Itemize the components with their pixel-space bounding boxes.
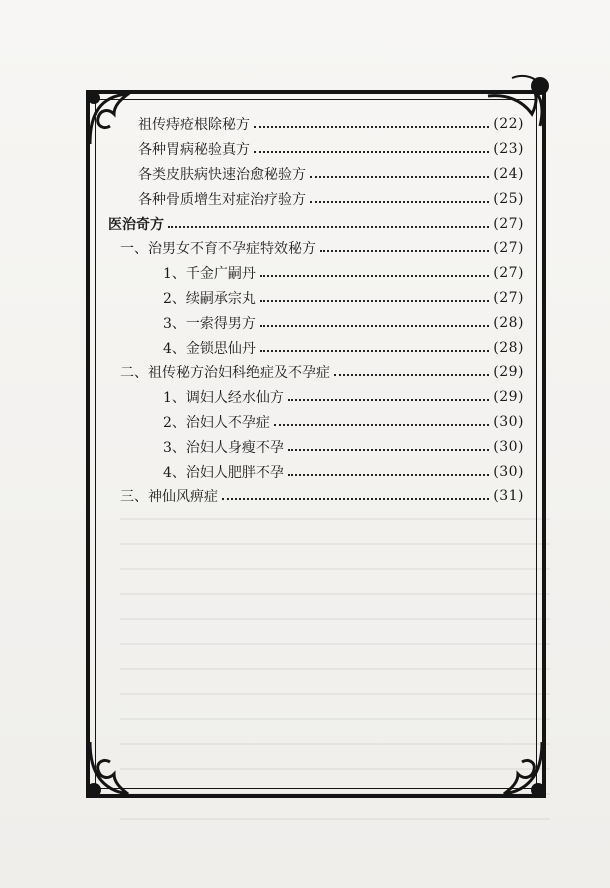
toc-entry[interactable] [108, 335, 524, 360]
toc-entry-page: (24) [493, 165, 524, 182]
table-of-contents [108, 112, 524, 509]
toc-entry[interactable] [108, 162, 524, 187]
toc-leader-dots [260, 300, 489, 302]
toc-leader-dots [334, 374, 489, 376]
toc-entry-title: 各种胃病秘验真方 [138, 142, 250, 159]
toc-entry-page: (27) [493, 240, 524, 257]
toc-leader-dots [288, 474, 489, 476]
toc-entry-title: 3、一索得男方 [163, 315, 256, 332]
toc-leader-dots [288, 449, 489, 451]
toc-entry-page: (25) [493, 190, 524, 207]
toc-entry[interactable] [108, 112, 524, 137]
toc-entry[interactable] [108, 211, 524, 236]
corner-ornament-bottom-left-icon [80, 734, 150, 804]
toc-leader-dots [310, 176, 489, 178]
toc-entry-title: 1、千金广嗣丹 [163, 266, 256, 283]
toc-entry-title: 2、治妇人不孕症 [163, 414, 270, 431]
toc-entry-page: (31) [493, 488, 524, 505]
toc-entry[interactable] [108, 286, 524, 311]
toc-entry-page: (27) [493, 289, 524, 306]
toc-leader-dots [320, 250, 489, 252]
toc-leader-dots [260, 325, 489, 327]
toc-leader-dots [260, 350, 489, 352]
toc-entry-title: 2、续嗣承宗丸 [163, 290, 256, 307]
toc-leader-dots [254, 126, 489, 128]
corner-ornament-bottom-right-icon [482, 734, 552, 804]
toc-entry-page: (27) [493, 265, 524, 282]
toc-entry-title: 一、治男女不育不孕症特效秘方 [120, 241, 316, 258]
toc-entry-page: (30) [493, 413, 524, 430]
toc-entry[interactable] [108, 410, 524, 435]
toc-leader-dots [168, 226, 489, 228]
toc-leader-dots [310, 201, 489, 203]
toc-entry-page: (22) [493, 116, 524, 133]
toc-entry-page: (23) [493, 141, 524, 158]
toc-entry[interactable] [108, 434, 524, 459]
toc-entry[interactable] [108, 137, 524, 162]
toc-entry[interactable] [108, 186, 524, 211]
toc-entry-title: 医治奇方 [108, 216, 164, 233]
toc-entry-title: 三、神仙风痹症 [120, 489, 218, 506]
toc-leader-dots [222, 498, 489, 500]
toc-entry-page: (29) [493, 389, 524, 406]
toc-entry[interactable] [108, 360, 524, 385]
toc-entry[interactable] [108, 310, 524, 335]
toc-entry-title: 3、治妇人身瘦不孕 [163, 439, 284, 456]
toc-entry[interactable] [108, 236, 524, 261]
toc-entry-title: 4、金锁思仙丹 [163, 340, 256, 357]
toc-entry-title: 各类皮肤病快速治愈秘验方 [138, 166, 306, 183]
toc-entry[interactable] [108, 484, 524, 509]
toc-entry-page: (30) [493, 438, 524, 455]
toc-entry-title: 1、调妇人经水仙方 [163, 390, 284, 407]
toc-entry[interactable] [108, 459, 524, 484]
toc-entry[interactable] [108, 261, 524, 286]
toc-entry-title: 各种骨质增生对症治疗验方 [138, 191, 306, 208]
toc-entry-page: (27) [493, 215, 524, 232]
toc-entry[interactable] [108, 385, 524, 410]
toc-entry-title: 二、祖传秘方治妇科绝症及不孕症 [120, 365, 330, 382]
toc-leader-dots [288, 399, 489, 401]
toc-leader-dots [260, 275, 489, 277]
toc-entry-title: 4、治妇人肥胖不孕 [163, 464, 284, 481]
toc-entry-page: (30) [493, 463, 524, 480]
toc-entry-page: (29) [493, 364, 524, 381]
toc-leader-dots [274, 424, 489, 426]
toc-entry-page: (28) [493, 339, 524, 356]
toc-leader-dots [254, 151, 489, 153]
toc-entry-title: 祖传痔疮根除秘方 [138, 117, 250, 134]
toc-entry-page: (28) [493, 314, 524, 331]
